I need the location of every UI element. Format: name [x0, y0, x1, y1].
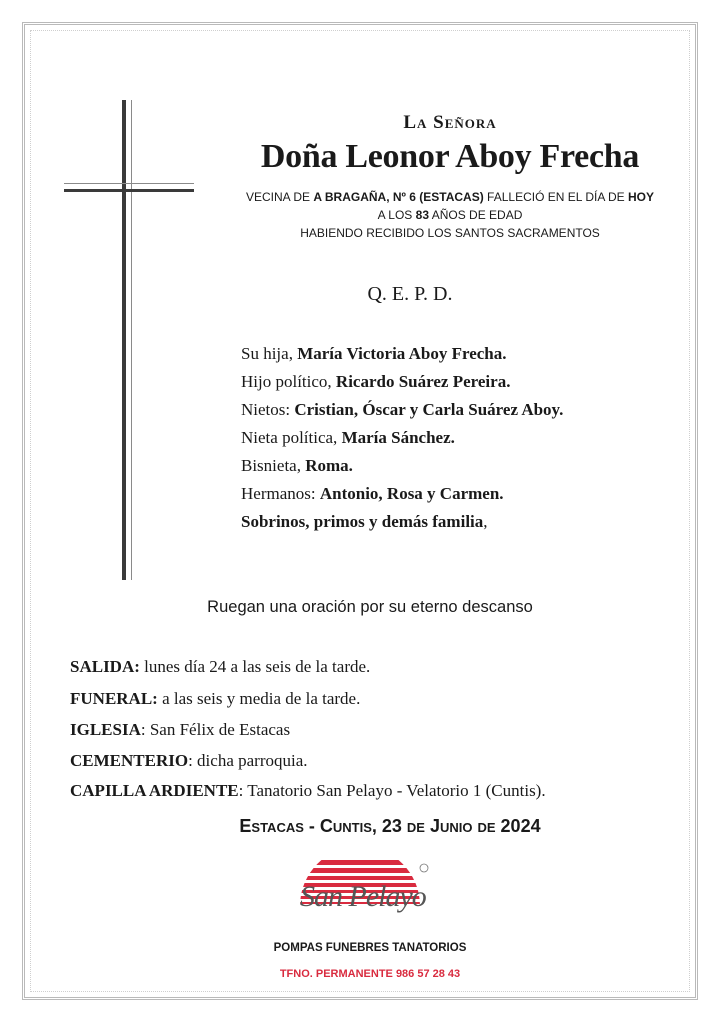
family-line: Hermanos: Antonio, Rosa y Carmen. [241, 484, 504, 503]
detail-line: CEMENTERIO: dicha parroquia. [70, 751, 308, 770]
family-line: Nietos: Cristian, Óscar y Carla Suárez Aboy. [241, 400, 564, 419]
detail-line: CAPILLA ARDIENTE: Tanatorio San Pelayo - Velatorio 1 (Cuntis). [70, 781, 546, 800]
prayer-line: Ruegan una oración por su eterno descanso [207, 598, 533, 616]
detail-line: IGLESIA: San Félix de Estacas [70, 720, 291, 739]
family-line: Nieta política, María Sánchez. [241, 428, 455, 447]
company-name: POMPAS FUNEBRES TANATORIOS [273, 942, 467, 954]
notice-line-2: A LOS 83 AÑOS DE EDAD [377, 208, 523, 222]
qepd: Q. E. P. D. [367, 283, 453, 305]
date-place: Estacas - Cuntis, 23 de Junio de 2024 [239, 816, 541, 836]
deceased-name: Doña Leonor Aboy Frecha [260, 138, 640, 175]
company-logo-text: San Pelayo [300, 880, 426, 913]
family-line: Su hija, María Victoria Aboy Frecha. [241, 344, 507, 363]
detail-line: FUNERAL: a las seis y media de la tarde. [70, 689, 361, 708]
family-line: Sobrinos, primos y demás familia, [241, 512, 488, 531]
heading-title: La Señora [403, 112, 497, 133]
family-line: Bisnieta, Roma. [241, 456, 353, 475]
cross-icon [60, 100, 200, 580]
detail-line: SALIDA: lunes día 24 a las seis de la tarde. [70, 657, 371, 676]
notice-line-3: HABIENDO RECIBIDO LOS SANTOS SACRAMENTOS [300, 226, 600, 240]
notice-line-1: VECINA DE A BRAGAÑA, Nº 6 (ESTACAS) FALLECIÓ EN EL DÍA DE HOY [245, 190, 655, 204]
family-line: Hijo político, Ricardo Suárez Pereira. [241, 372, 511, 391]
company-phone: TFNO. PERMANENTE 986 57 28 43 [279, 968, 461, 980]
